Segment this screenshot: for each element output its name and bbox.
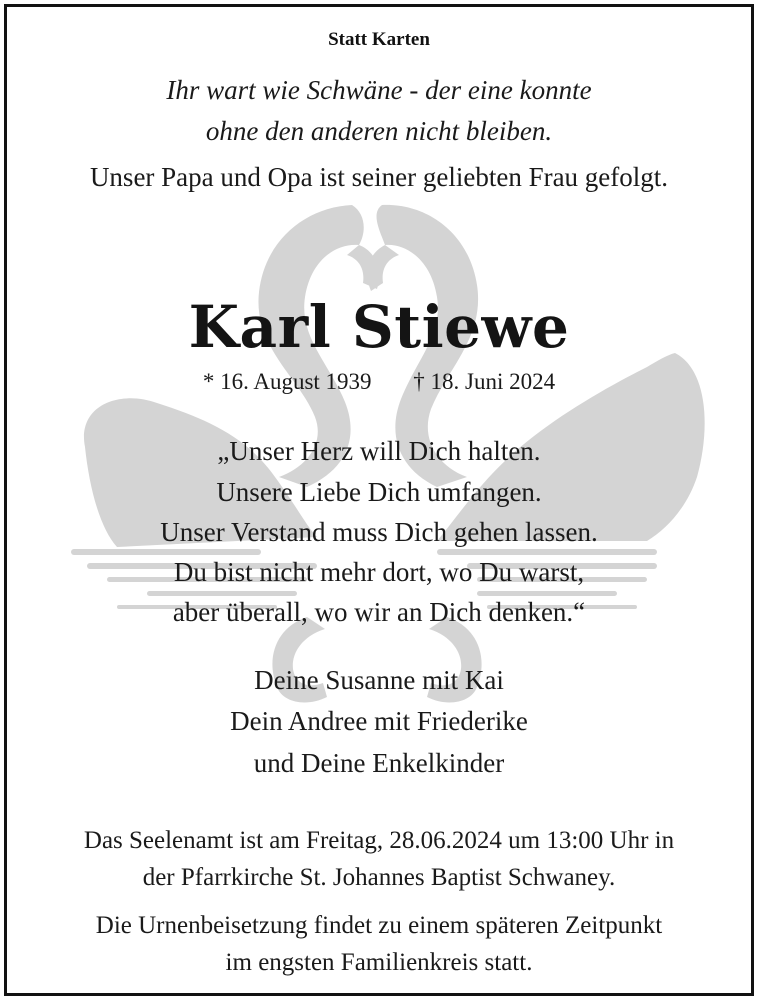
service-info-line: Das Seelenamt ist am Freitag, 28.06.2024 um 13:00 Uhr in <box>83 827 675 854</box>
life-dates <box>7 369 751 395</box>
verse-line: Unser Verstand muss Dich gehen lassen. <box>160 517 598 547</box>
death-date: † 18. Juni 2024 <box>413 369 556 394</box>
deceased-name: Karl Stiewe <box>188 293 570 361</box>
obituary-frame <box>4 4 754 996</box>
family-member: und Deine Enkelkinder <box>253 748 505 778</box>
service-info-line: der Pfarrkirche St. Johannes Baptist Schwaney. <box>142 864 616 891</box>
service-info-line: Die Urnenbeisetzung findet zu einem späteren Zeitpunkt <box>95 912 663 939</box>
motto-line-1: Ihr wart wie Schwäne - der eine konnte <box>166 75 592 105</box>
family-member: Dein Andree mit Friederike <box>230 706 528 736</box>
verse-line: Unsere Liebe Dich umfangen. <box>216 477 542 507</box>
verse-line: aber überall, wo wir an Dich denken.“ <box>172 597 586 627</box>
verse-line: Du bist nicht mehr dort, wo Du warst, <box>173 557 585 587</box>
motto-line-2: ohne den anderen nicht bleiben. <box>205 116 553 146</box>
header-title: Statt Karten <box>328 29 430 50</box>
service-info-line: im engsten Familienkreis statt. <box>225 949 533 976</box>
birth-date: * 16. August 1939 <box>202 369 372 394</box>
family-member: Deine Susanne mit Kai <box>254 665 504 695</box>
verse-line: „Unser Herz will Dich halten. <box>217 436 541 466</box>
intro-text: Unser Papa und Opa ist seiner geliebten Frau gefolgt. <box>89 162 669 192</box>
